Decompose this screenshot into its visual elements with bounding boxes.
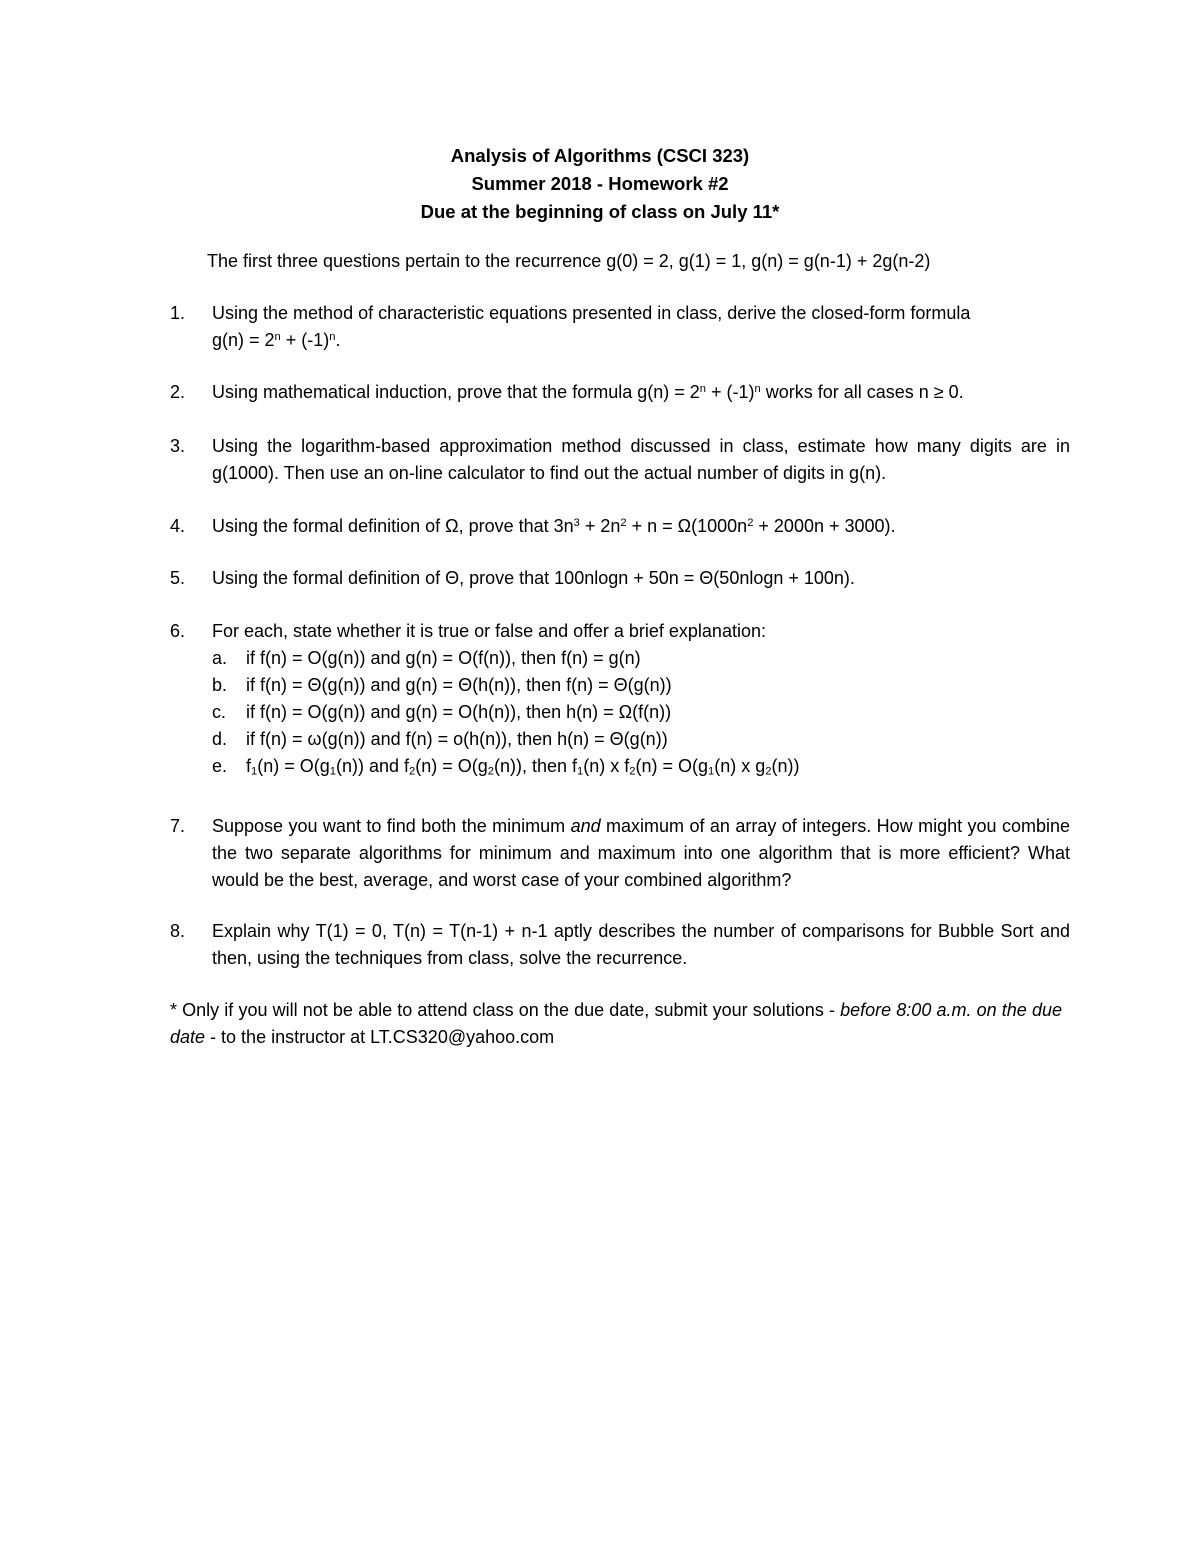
question-2 bbox=[170, 379, 1070, 406]
question-4 bbox=[170, 513, 1070, 540]
e-part: f bbox=[246, 756, 252, 776]
item-letter: c. bbox=[212, 702, 227, 722]
item-text: if f(n) = O(g(n)) and g(n) = O(h(n)), then h(n) = Ω(f(n)) bbox=[246, 702, 672, 722]
q4-exponent: 3 bbox=[573, 516, 580, 529]
document-header bbox=[0, 142, 1200, 226]
e-part: (n)) and f bbox=[335, 756, 410, 776]
e-subscript: 1 bbox=[329, 765, 336, 778]
e-part: (n)), then f bbox=[493, 756, 578, 776]
item-letter: d. bbox=[212, 729, 228, 749]
item-letter: e. bbox=[212, 756, 228, 776]
course-title: Analysis of Algorithms (CSCI 323) bbox=[450, 145, 750, 166]
e-subscript: 1 bbox=[577, 765, 584, 778]
question-number: 5. bbox=[170, 568, 186, 588]
q7-text-part: Suppose you want to find both the minimum bbox=[212, 816, 571, 836]
footnote-emphasis: before 8:00 a.m. on the due date bbox=[170, 1000, 1062, 1047]
question-number: 6. bbox=[170, 621, 186, 641]
q6-item-e bbox=[212, 753, 1070, 780]
question-text: Using the logarithm-based approximation method discussed in class, estimate how many digits are in g(1000). Then use an on-line calculator to find out the actual number of digits in g(n). bbox=[212, 436, 1070, 483]
q6-item-b bbox=[212, 672, 1070, 699]
q2-exponent: n bbox=[754, 382, 761, 395]
question-1 bbox=[170, 300, 1070, 354]
question-number: 3. bbox=[170, 436, 186, 456]
question-6 bbox=[170, 618, 1070, 780]
q2-text-part: Using mathematical induction, prove that the formula g(n) = 2 bbox=[212, 382, 700, 402]
q4-exponent: 2 bbox=[620, 516, 627, 529]
q6-item-c bbox=[212, 699, 1070, 726]
question-number: 1. bbox=[170, 303, 186, 323]
e-part: (n) x g bbox=[714, 756, 766, 776]
item-letter: b. bbox=[212, 675, 228, 695]
due-date-line: Due at the beginning of class on July 11* bbox=[420, 201, 780, 222]
item-text: if f(n) = O(g(n)) and g(n) = O(f(n)), then f(n) = g(n) bbox=[246, 648, 641, 668]
e-subscript: 2 bbox=[409, 765, 416, 778]
question-text: Explain why T(1) = 0, T(n) = T(n-1) + n-1 aptly describes the number of comparisons for Bubble Sort and then, using the techniques from class, solve the recurrence. bbox=[212, 921, 1070, 968]
e-part: (n) = O(g bbox=[635, 756, 708, 776]
q7-text-part: maximum of an array of integers. How might you combine the two separate algorithms for minimum and maximum into one algorithm that is more efficient? What would be the best, average, and worst case of your combined algorithm? bbox=[212, 816, 1070, 890]
e-part: (n)) bbox=[771, 756, 800, 776]
q4-text-part: + 2000n + 3000). bbox=[753, 516, 896, 536]
question-number: 2. bbox=[170, 382, 186, 402]
q2-text-part: works for all cases n ≥ 0. bbox=[760, 382, 964, 402]
question-number: 4. bbox=[170, 516, 186, 536]
question-number: 8. bbox=[170, 921, 186, 941]
q4-text-part: + n = Ω(1000n bbox=[626, 516, 748, 536]
q1-formula-part: + (-1) bbox=[280, 330, 330, 350]
e-subscript: 1 bbox=[251, 765, 258, 778]
e-subscript: 2 bbox=[629, 765, 636, 778]
question-3 bbox=[170, 433, 1070, 487]
item-letter: a. bbox=[212, 648, 228, 668]
q6-item-a bbox=[212, 645, 1070, 672]
question-number: 7. bbox=[170, 816, 186, 836]
q2-exponent: n bbox=[699, 382, 706, 395]
q1-text: Using the method of characteristic equations presented in class, derive the closed-form formula bbox=[212, 303, 971, 323]
question-text bbox=[212, 618, 1070, 780]
e-subscript: 2 bbox=[765, 765, 772, 778]
question-text bbox=[212, 379, 1070, 406]
e-part: (n) = O(g bbox=[257, 756, 330, 776]
q6-item-d bbox=[212, 726, 1070, 753]
question-text bbox=[212, 513, 1070, 540]
q4-text-part: Using the formal definition of Ω, prove that 3n bbox=[212, 516, 574, 536]
question-5 bbox=[170, 565, 1070, 592]
q4-exponent: 2 bbox=[747, 516, 754, 529]
item-text bbox=[246, 753, 1070, 780]
e-subscript: 2 bbox=[487, 765, 494, 778]
q1-formula-part: . bbox=[335, 330, 341, 350]
q7-emphasis: and bbox=[570, 816, 601, 836]
q6-text: For each, state whether it is true or false and offer a brief explanation: bbox=[212, 621, 766, 641]
q1-exponent: n bbox=[329, 330, 336, 343]
question-text bbox=[212, 300, 1070, 354]
due-footnote bbox=[170, 997, 1062, 1051]
e-part: (n) x f bbox=[583, 756, 630, 776]
footnote-text: - to the instructor at LT.CS320@yahoo.com bbox=[205, 1027, 555, 1047]
q2-text-part: + (-1) bbox=[705, 382, 755, 402]
q1-formula-part: g(n) = 2 bbox=[212, 330, 275, 350]
question-text bbox=[212, 813, 1070, 894]
question-8 bbox=[170, 918, 1070, 972]
q4-text-part: + 2n bbox=[579, 516, 621, 536]
item-text: if f(n) = Θ(g(n)) and g(n) = Θ(h(n)), then f(n) = Θ(g(n)) bbox=[246, 675, 672, 695]
item-text: if f(n) = ω(g(n)) and f(n) = o(h(n)), then h(n) = Θ(g(n)) bbox=[246, 729, 668, 749]
q1-exponent: n bbox=[274, 330, 281, 343]
question-7 bbox=[170, 813, 1070, 894]
footnote-text: * Only if you will not be able to attend class on the due date, submit your solutions - bbox=[170, 1000, 841, 1020]
intro-text: The first three questions pertain to the recurrence g(0) = 2, g(1) = 1, g(n) = g(n-1) + 2g(n-2) bbox=[207, 251, 931, 271]
e-subscript: 1 bbox=[708, 765, 715, 778]
assignment-subtitle: Summer 2018 - Homework #2 bbox=[471, 173, 729, 194]
question-text: Using the formal definition of Θ, prove that 100nlogn + 50n = Θ(50nlogn + 100n). bbox=[212, 568, 855, 588]
e-part: (n) = O(g bbox=[415, 756, 488, 776]
